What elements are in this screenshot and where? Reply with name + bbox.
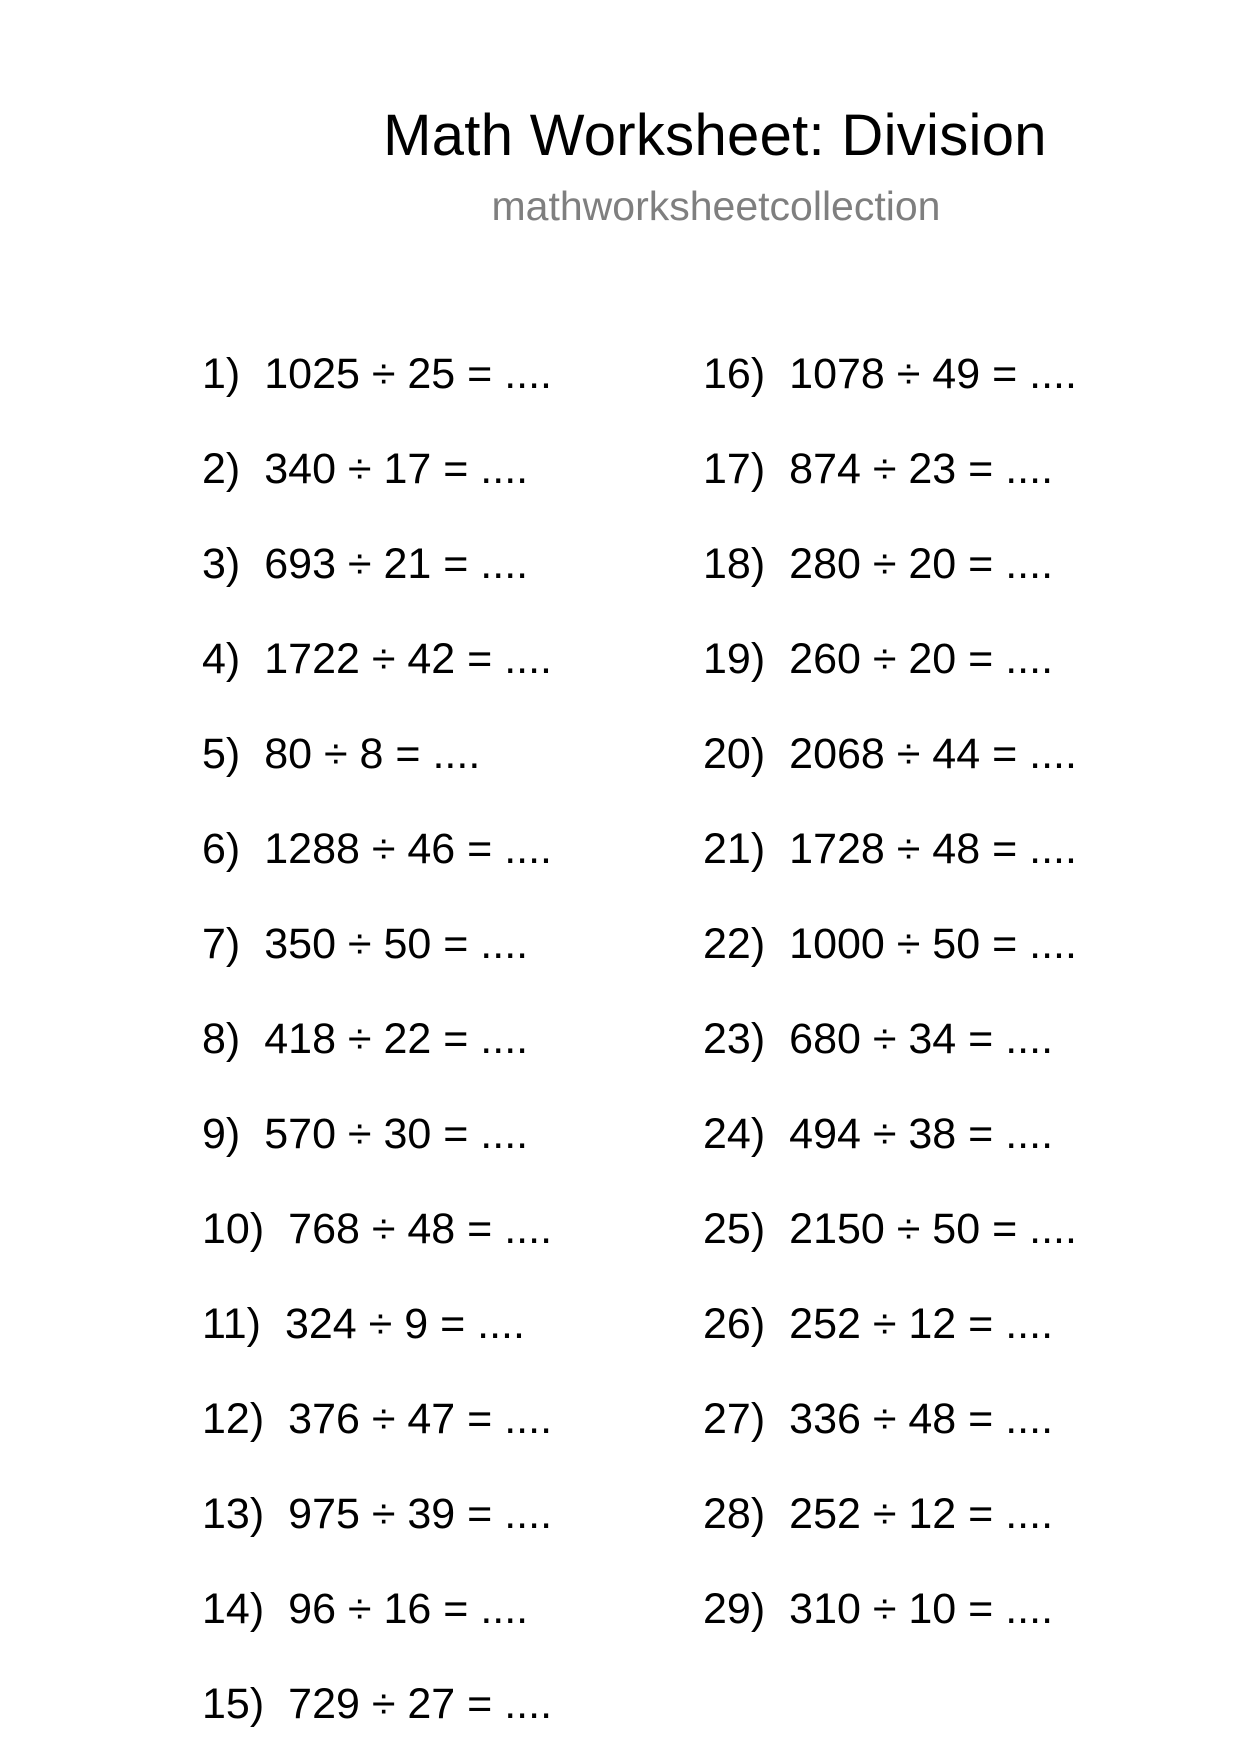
problem-expression: 376 ÷ 47 = .... — [288, 1395, 553, 1443]
problem-expression: 80 ÷ 8 = .... — [264, 730, 481, 778]
problem-number: 15) — [202, 1680, 265, 1728]
problem-number: 7) — [202, 920, 241, 968]
problem-item — [703, 719, 1077, 814]
problem-number: 2) — [202, 445, 241, 493]
problem-expression: 1078 ÷ 49 = .... — [789, 350, 1077, 398]
site-name: mathworksheetcollection — [491, 183, 941, 229]
problem-item — [703, 1479, 1077, 1574]
problem-expression: 418 ÷ 22 = .... — [264, 1015, 529, 1063]
problem-expression: 96 ÷ 16 = .... — [288, 1585, 529, 1633]
problem-item — [703, 339, 1077, 434]
problem-item — [202, 1194, 552, 1289]
problem-item — [202, 719, 552, 814]
problem-expression: 1722 ÷ 42 = .... — [264, 635, 553, 683]
problem-item — [202, 1099, 552, 1194]
problem-list-right — [703, 339, 1077, 1669]
problem-list-left — [202, 339, 552, 1764]
problem-item — [202, 814, 552, 909]
problem-number: 23) — [703, 1015, 766, 1063]
problem-expression: 340 ÷ 17 = .... — [264, 445, 529, 493]
problem-item — [703, 1004, 1077, 1099]
problem-expression: 2150 ÷ 50 = .... — [789, 1205, 1077, 1253]
problem-expression: 570 ÷ 30 = .... — [264, 1110, 529, 1158]
problem-item — [202, 1384, 552, 1479]
problem-item — [202, 624, 552, 719]
problem-expression: 729 ÷ 27 = .... — [288, 1680, 553, 1728]
problem-number: 22) — [703, 920, 766, 968]
problem-item — [202, 339, 552, 434]
problem-item — [202, 1574, 552, 1669]
problem-expression: 2068 ÷ 44 = .... — [789, 730, 1077, 778]
problem-number: 27) — [703, 1395, 766, 1443]
problem-expression: 350 ÷ 50 = .... — [264, 920, 529, 968]
problem-number: 14) — [202, 1585, 265, 1633]
problem-number: 3) — [202, 540, 241, 588]
problem-item — [703, 909, 1077, 1004]
problem-expression: 1025 ÷ 25 = .... — [264, 350, 553, 398]
problem-expression: 252 ÷ 12 = .... — [789, 1300, 1054, 1348]
problem-expression: 768 ÷ 48 = .... — [288, 1205, 553, 1253]
problem-expression: 1288 ÷ 46 = .... — [264, 825, 553, 873]
problem-item — [703, 1194, 1077, 1289]
problem-item — [202, 1289, 552, 1384]
problem-expression: 260 ÷ 20 = .... — [789, 635, 1054, 683]
problem-item — [703, 1289, 1077, 1384]
problem-expression: 874 ÷ 23 = .... — [789, 445, 1054, 493]
problem-expression: 1728 ÷ 48 = .... — [789, 825, 1077, 873]
problem-expression: 693 ÷ 21 = .... — [264, 540, 529, 588]
problem-number: 17) — [703, 445, 766, 493]
problem-expression: 252 ÷ 12 = .... — [789, 1490, 1054, 1538]
problem-item — [202, 1479, 552, 1574]
problem-number: 16) — [703, 350, 766, 398]
problem-number: 9) — [202, 1110, 241, 1158]
problem-item — [202, 529, 552, 624]
problem-number: 11) — [202, 1300, 261, 1348]
problem-item — [703, 1099, 1077, 1194]
problem-number: 18) — [703, 540, 766, 588]
problem-expression: 310 ÷ 10 = .... — [789, 1585, 1054, 1633]
problem-expression: 1000 ÷ 50 = .... — [789, 920, 1077, 968]
problem-item — [703, 1384, 1077, 1479]
problem-item — [703, 1574, 1077, 1669]
problem-number: 10) — [202, 1205, 265, 1253]
problem-number: 1) — [202, 350, 241, 398]
problem-number: 24) — [703, 1110, 766, 1158]
problem-number: 26) — [703, 1300, 766, 1348]
problem-item — [703, 434, 1077, 529]
problem-item — [202, 434, 552, 529]
problem-number: 8) — [202, 1015, 241, 1063]
problem-number: 28) — [703, 1490, 766, 1538]
problem-number: 5) — [202, 730, 241, 778]
problem-number: 29) — [703, 1585, 766, 1633]
problem-number: 4) — [202, 635, 241, 683]
problem-expression: 680 ÷ 34 = .... — [789, 1015, 1054, 1063]
problem-number: 12) — [202, 1395, 265, 1443]
problem-item — [703, 624, 1077, 719]
problem-number: 21) — [703, 825, 766, 873]
problem-item — [202, 909, 552, 1004]
problem-expression: 280 ÷ 20 = .... — [789, 540, 1054, 588]
problem-number: 19) — [703, 635, 766, 683]
problem-item — [202, 1669, 552, 1764]
problem-expression: 975 ÷ 39 = .... — [288, 1490, 553, 1538]
problem-expression: 324 ÷ 9 = .... — [284, 1300, 525, 1348]
problem-number: 25) — [703, 1205, 766, 1253]
problem-expression: 336 ÷ 48 = .... — [789, 1395, 1054, 1443]
problem-number: 6) — [202, 825, 241, 873]
page-title: Math Worksheet: Division — [383, 103, 1047, 168]
problem-number: 13) — [202, 1490, 265, 1538]
problem-item — [703, 529, 1077, 624]
problem-item — [703, 814, 1077, 909]
problem-number: 20) — [703, 730, 766, 778]
problem-expression: 494 ÷ 38 = .... — [789, 1110, 1054, 1158]
problem-item — [202, 1004, 552, 1099]
